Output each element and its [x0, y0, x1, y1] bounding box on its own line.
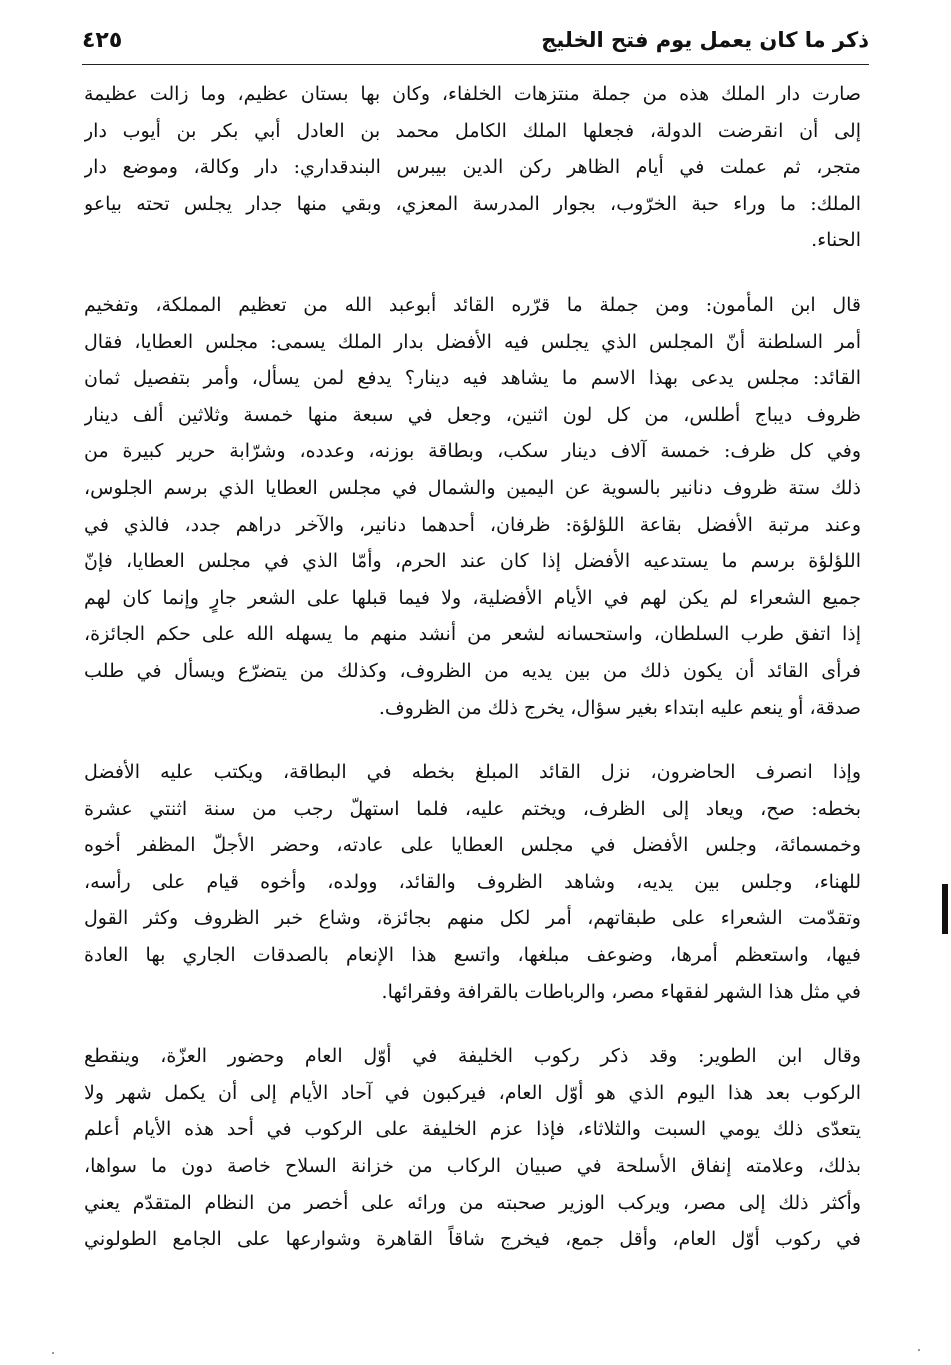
header-rule	[82, 64, 869, 65]
text-line: صارت دار الملك هذه من جملة منتزهات الخلفاء، وكان بها بستان عظيم، وما زالت عظيمة	[84, 83, 861, 105]
text-line: القائد: مجلس يدعى بهذا الاسم ما يشاهد فيه دينار؟ يدفع لمن يسأل، وأمر بتفصيل ثمان	[84, 367, 861, 390]
text-line: فرأى القائد أن يكون ذلك من بين يديه من الظروف، وكذلك من يتضرّع ويسأل في طلب	[84, 659, 861, 682]
text-line: الملك: ما وراء حبة الخرّوب، بجوار المدرسة المعزي، وبقي منها جدار يجلس تحته بياعو	[84, 192, 861, 215]
text-line: ظروف ديباج أطلس، من كل لون اثنين، وجعل في سبعة منها خمسة وثلاثين ألف دينار	[84, 403, 861, 426]
text-line: متجر، ثم عملت في أيام الظاهر ركن الدين بيبرس البندقداري: دار وكالة، وموضع دار	[84, 156, 861, 179]
text-line: إذا اتفق طرب السلطان، واستحسانه لشعر من أنشد منهم ما يسهله الله على حكم الجائزة،	[84, 623, 861, 646]
text-line: وفي كل ظرف: خمسة آلاف دينار سكب، وبطاقة بوزنه، وعدده، وشرّابة حرير كبيرة من	[84, 440, 861, 463]
text-line: بخطه: صح، ويعاد إلى الظرف، ويختم عليه، فلما استهلّ رجب من سنة اثنتي عشرة	[84, 797, 861, 820]
text-line: للهناء، وجلس بين يديه، وشاهد الظروف والقائد، وولده، وأخوه قيام على رأسه،	[84, 870, 861, 893]
page-number: ٤٢٥	[82, 27, 123, 53]
text-line: الحناء.	[811, 229, 861, 252]
running-header	[82, 18, 869, 62]
text-line: يتعدّى ذلك يومي السبت والثلاثاء، فإذا عزم الخليفة على الركوب في أحد هذه الأيام أعلم	[84, 1118, 861, 1141]
text-line: صدقة، أو ينعم عليه ابتداء بغير سؤال، يخرج ذلك من الظروف.	[378, 696, 861, 719]
text-line: قال ابن المأمون: ومن جملة ما قرّره القائد أبوعبد الله من تعظيم المملكة، وتفخيم	[84, 293, 861, 316]
text-line: وخمسمائة، وجلس الأفضل في مجلس العطايا على عادته، وحضر الأجلّ المظفر أخوه	[84, 834, 861, 857]
paragraph-3	[84, 754, 861, 1010]
scan-margin-mark	[942, 884, 948, 934]
text-line: فيها، واستعظم أمرها، وضوعف مبلغها، واتسع هذا الإنعام بالصدقات الجاري بها العادة	[84, 944, 861, 967]
text-line: إلى أن انقرضت الدولة، فجعلها الملك الكامل محمد بن العادل أبي بكر بن أيوب دار	[84, 119, 861, 142]
text-line: جميع الشعراء لم يكن لهم في الأيام الأفضلية، ولا فيما قبلها على الشعر جارٍ وإنما كان لهم	[84, 586, 861, 609]
running-title: ذكر ما كان يعمل يوم فتح الخليج	[541, 28, 869, 52]
text-line: في ركوب أوّل العام، وأقل جمع، فيخرج شاقاً القاهرة وشوارعها على الجامع الطولوني	[84, 1228, 861, 1251]
text-line: وتقدّمت الشعراء على طبقاتهم، أمر لكل منهم بجائزة، وشاع خبر الظروف وكثر القول	[84, 907, 861, 930]
text-line: في مثل هذا الشهر لفقهاء مصر، والرباطات بالقرافة وفقرائها.	[381, 980, 861, 1003]
text-line: أمر السلطنة أنّ المجلس الذي يجلس فيه الأفضل بدار الملك يسمى: مجلس العطايا، فقال	[84, 330, 861, 353]
text-line: وقال ابن الطوير: وقد ذكر ركوب الخليفة في أوّل العام وحضور العزّة، وينقطع	[84, 1045, 861, 1068]
scan-speck	[52, 1352, 54, 1354]
text-line: الركوب بعد هذا اليوم الذي هو أوّل العام، فيركبون في آحاد الأيام إلى أن يكمل شهر ولا	[84, 1081, 861, 1104]
scan-speck	[918, 1349, 920, 1351]
paragraph-1	[84, 76, 861, 259]
paragraph-4	[84, 1038, 861, 1258]
text-line: بذلك، وعلامته إنفاق الأسلحة في صبيان الركاب من خزانة السلاح خاصة دون ما سواها،	[84, 1155, 861, 1178]
text-line: اللؤلؤة برسم ما يستدعيه الأفضل إذا كان عند الحرم، وأمّا الذي في مجلس العطايا، فإنّ	[84, 550, 861, 573]
text-line: وعند مرتبة الأفضل بقاعة اللؤلؤة: ظرفان، أحدهما دنانير، والآخر دراهم جدد، فالذي في	[84, 513, 861, 536]
paragraph-2	[84, 287, 861, 726]
text-line: ذلك ستة ظروف دنانير بالسوية عن اليمين والشمال في مجلس العطايا الذي برسم الجلوس،	[84, 476, 861, 499]
body-text	[84, 76, 861, 1258]
text-line: وإذا انصرف الحاضرون، نزل القائد المبلغ بخطه في البطاقة، ويكتب عليه الأفضل	[84, 761, 861, 784]
text-line: وأكثر ذلك إلى مصر، ويركب الوزير صحبته من ورائه على أخصر من النظام المتقدّم يعني	[84, 1191, 861, 1214]
